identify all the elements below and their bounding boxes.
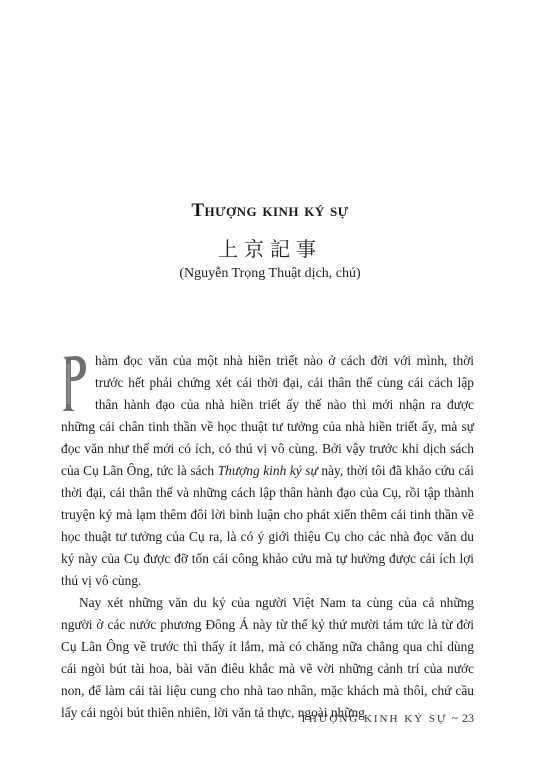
running-title: THƯỢNG KINH KÝ SỰ (300, 713, 448, 725)
translator-attribution: (Nguyễn Trọng Thuật dịch, chú) (179, 266, 361, 281)
footer-separator: ~ (451, 711, 458, 725)
book-title-italic: Thượng kinh ký sự (217, 463, 318, 478)
paragraph-1 (61, 350, 474, 592)
chapter-title: Thượng kinh ký sự (191, 200, 349, 221)
chapter-body (61, 350, 474, 724)
paragraph-2: Nay xét những văn du ký của người Việt Nam ta cùng của cả những người ở các nước phương Đông Á này từ thế kỷ thứ mười tám tức là từ đời Cụ Lãn Ông về trước thì thấy ít lắm, mà có chăng nữa chẳng qua chỉ dùng cái ngòi bút tài hoa, bài văn điêu khắc mà vẽ vời những cảnh trí của nước non, để làm cái tài liệu cung cho nhà tao nhân, mặc khách mà thôi, chứ cầu lấy cái ngòi bút thiên nhiên, lời văn tả thực, ngoài những (61, 595, 474, 720)
paragraph-1-text: hàm đọc văn của một nhà hiền triết nào ở cách đời với mình, thời trước hết phải chứng xét cái thời đại, cái thân thế cùng cái cách lập thân hành đạo của nhà hiền triết ấy thế nào thì mới nhận ra được những cái chân tinh thần về học thuật tư tưởng của nhà hiền triết ấy, mà sự đọc văn như thế mới có ích, có thú vị vô cùng. Bởi vậy trước khi dịch sách của Cụ Lãn Ông, tức là sách (61, 353, 474, 478)
dropcap-p-icon (61, 354, 87, 412)
chinese-title: 上京記事 (218, 237, 322, 261)
paragraph-1-tail: này, thời tôi đã khảo cứu cái thời đại, cái thân thế và những cách lập thân hành đạo của Cụ, rồi tập thành truyện ký mà lạm thêm đôi lời bình luận cho phát xiển thêm cái tinh thần về học thuật tư tưởng của Cụ ra, là có ý giới thiệu Cụ cho các nhà đọc văn du ký này của Cụ được đỡ tốn cái công khảo cứu mà tự hưởng được cái ích lợi thú vị vô cùng. (61, 463, 475, 588)
dropcap-letter (61, 354, 87, 412)
page-number: 23 (462, 711, 474, 725)
running-footer (0, 711, 474, 726)
